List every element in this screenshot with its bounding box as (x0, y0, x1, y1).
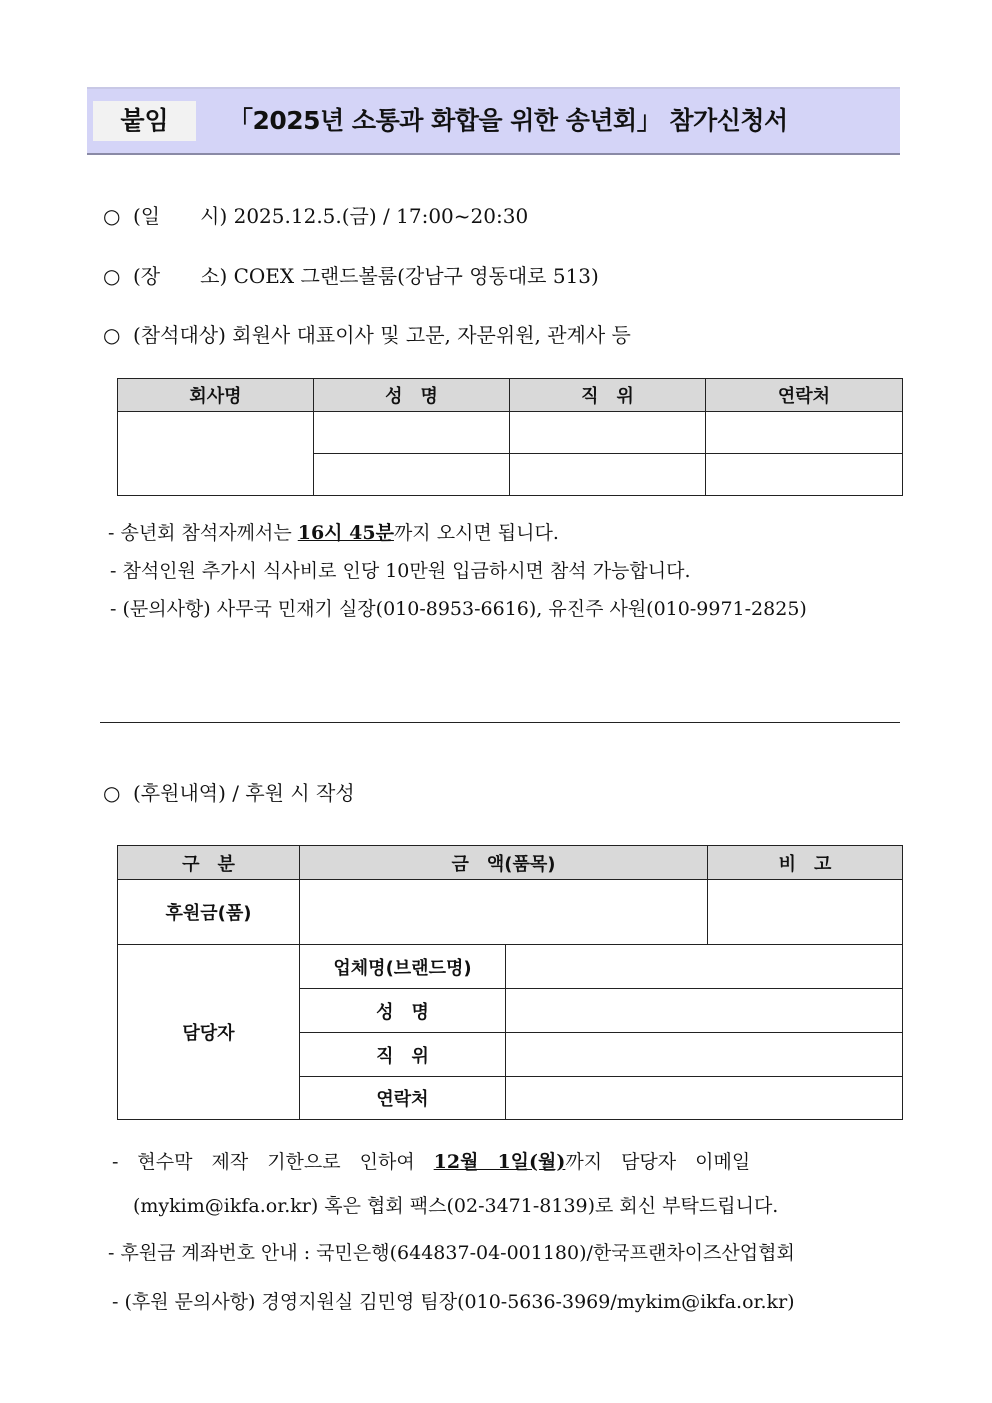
table-header-row (118, 379, 903, 412)
header-remarks: 비 고 (708, 846, 903, 880)
position-cell[interactable] (506, 1033, 903, 1077)
deadline-note (112, 1147, 750, 1177)
bullet-circle: ○ (103, 264, 121, 288)
amount-cell[interactable] (300, 880, 708, 945)
date-label: (일 시) (133, 204, 228, 228)
section-divider (100, 722, 900, 723)
table-row (118, 945, 903, 989)
sponsorship-label: 후원금(품) (118, 880, 300, 945)
sponsor-inquiry-note: - (후원 문의사항) 경영지원실 김민영 팀장(010-5636-3969/mykim@ikfa.or.kr) (112, 1291, 795, 1313)
table-row (118, 880, 903, 945)
place-label: (장 소) (133, 264, 228, 288)
target-value: 회원사 대표이사 및 고문, 자문위원, 관계사 등 (232, 323, 631, 347)
header-contact: 연락처 (706, 379, 903, 412)
position-cell[interactable] (510, 412, 706, 454)
deadline-date: 12월 1일(월) (433, 1151, 566, 1173)
brand-cell[interactable] (506, 945, 903, 989)
document-title: 「2025년 소통과 화합을 위한 송년회」 참가신청서 (228, 106, 788, 135)
remarks-cell[interactable] (708, 880, 903, 945)
header-position: 직 위 (510, 379, 706, 412)
contact-cell[interactable] (706, 412, 903, 454)
arrival-time: 16시 45분 (297, 522, 394, 544)
deadline-note-cont: (mykim@ikfa.or.kr) 혹은 협회 팩스(02-3471-8139)로 회신 부탁드립니다. (133, 1195, 779, 1217)
header-name: 성 명 (314, 379, 510, 412)
company-cell[interactable] (118, 412, 314, 496)
sponsor-label: (후원내역) (133, 781, 226, 805)
brand-label: 업체명(브랜드명) (300, 945, 506, 989)
attendee-table (117, 378, 903, 496)
place-line (103, 261, 599, 291)
target-line (103, 320, 631, 350)
contact-label: 연락처 (300, 1077, 506, 1120)
contact-person-label: 담당자 (118, 945, 300, 1120)
attachment-tag: 붙임 (93, 101, 196, 141)
note-text: - 송년회 참석자께서는 (108, 522, 298, 544)
bullet-circle: ○ (103, 781, 121, 805)
note-text: 까지 오시면 됩니다. (393, 522, 559, 544)
arrival-note (108, 518, 559, 548)
sponsor-table (117, 845, 903, 1120)
note-text: - 현수막 제작 기한으로 인하여 (112, 1151, 434, 1173)
date-line (103, 201, 528, 231)
sponsor-value: / 후원 시 작성 (232, 781, 355, 805)
header-company: 회사명 (118, 379, 314, 412)
position-cell[interactable] (510, 454, 706, 496)
table-header-row (118, 846, 903, 880)
position-label: 직 위 (300, 1033, 506, 1077)
name-cell[interactable] (506, 989, 903, 1033)
bank-account-note: - 후원금 계좌번호 안내 : 국민은행(644837-04-001180)/한국프랜차이즈산업협회 (108, 1242, 795, 1264)
target-label: (참석대상) (133, 323, 226, 347)
name-cell[interactable] (314, 454, 510, 496)
name-label: 성 명 (300, 989, 506, 1033)
inquiry-note: - (문의사항) 사무국 민재기 실장(010-8953-6616), 유진주 사원(010-9971-2825) (110, 598, 807, 620)
sponsor-line (103, 778, 355, 808)
bullet-circle: ○ (103, 204, 121, 228)
bullet-circle: ○ (103, 323, 121, 347)
place-value: COEX 그랜드볼룸(강남구 영동대로 513) (233, 264, 599, 288)
contact-cell[interactable] (506, 1077, 903, 1120)
contact-cell[interactable] (706, 454, 903, 496)
name-cell[interactable] (314, 412, 510, 454)
header-category: 구 분 (118, 846, 300, 880)
extra-attendee-note: - 참석인원 추가시 식사비로 인당 10만원 입금하시면 참석 가능합니다. (110, 560, 691, 582)
header-amount: 금 액(품목) (300, 846, 708, 880)
table-row (118, 412, 903, 454)
note-text: 까지 담당자 이메일 (565, 1151, 751, 1173)
date-value: 2025.12.5.(금) / 17:00~20:30 (233, 204, 529, 228)
